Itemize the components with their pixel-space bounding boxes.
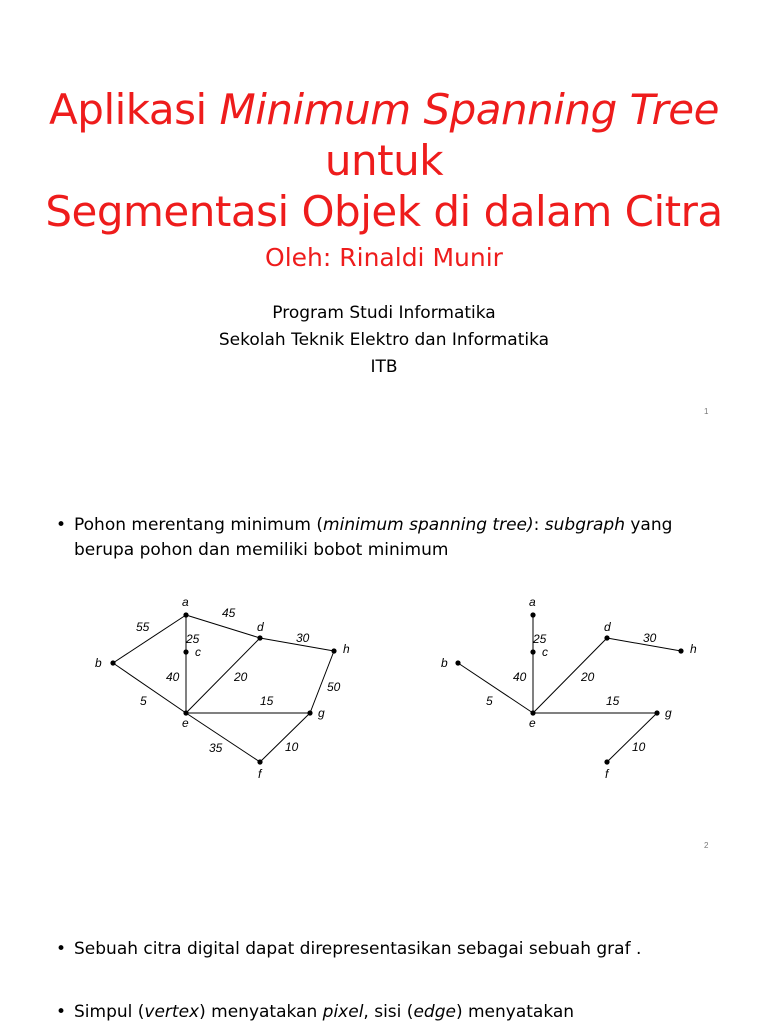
tree-node-g bbox=[654, 710, 659, 715]
tree-weight-d-h: 30 bbox=[643, 631, 657, 645]
bullet-image-as-graph bbox=[56, 937, 736, 962]
graph-node-label-a: a bbox=[182, 595, 189, 609]
author-line: Oleh: Rinaldi Munir bbox=[265, 243, 503, 272]
tree-weight-c-e: 40 bbox=[513, 670, 527, 684]
tree-node-label-g: g bbox=[665, 706, 672, 720]
graph-node-label-c: c bbox=[195, 645, 201, 659]
tree-weight-f-g: 10 bbox=[632, 740, 646, 754]
tree-node-label-f: f bbox=[605, 767, 609, 781]
tree-weight-b-e: 5 bbox=[486, 694, 493, 708]
bullet-dot: • bbox=[56, 515, 67, 535]
tree-node-h bbox=[678, 648, 683, 653]
page-number-1: 1 bbox=[704, 407, 709, 416]
affiliation-institution: ITB bbox=[370, 357, 398, 377]
graph-node-label-g: g bbox=[318, 706, 325, 720]
slide-title-line2: Segmentasi Objek di dalam Citra bbox=[45, 187, 723, 236]
affiliation-school: Sekolah Teknik Elektro dan Informatika bbox=[218, 330, 550, 350]
graph-weight-a-d: 45 bbox=[222, 606, 236, 620]
affiliation-program: Program Studi Informatika bbox=[272, 303, 496, 323]
bullet-dot: • bbox=[56, 1002, 67, 1022]
tree-node-f bbox=[604, 759, 609, 764]
graph-node-label-f: f bbox=[258, 767, 262, 781]
tree-node-d bbox=[604, 635, 609, 640]
tree-node-a bbox=[530, 612, 535, 617]
slide-title-line1: Aplikasi Minimum Spanning Tree untuk bbox=[49, 85, 719, 185]
page-number-2: 2 bbox=[704, 841, 709, 850]
tree-node-label-a: a bbox=[529, 595, 536, 609]
graph-node-label-b: b bbox=[95, 656, 102, 670]
graph-weight-b-a: 55 bbox=[136, 620, 150, 634]
graph-weight-e-d: 20 bbox=[234, 670, 248, 684]
graph-node-label-h: h bbox=[343, 642, 350, 656]
bullet-text: Sebuah citra digital dapat direpresentasikan sebagai sebuah graf . bbox=[74, 939, 642, 959]
graph-weight-c-e: 40 bbox=[166, 670, 180, 684]
tree-node-label-h: h bbox=[690, 642, 697, 656]
graph-weight-f-g: 10 bbox=[285, 740, 299, 754]
tree-node-c bbox=[530, 649, 535, 654]
graph-weight-h-g: 50 bbox=[327, 680, 341, 694]
bullet-vertex-pixel bbox=[56, 1000, 736, 1025]
tree-edge-f-g bbox=[607, 713, 657, 762]
bullet-text: Pohon merentang minimum (minimum spanning tree): subgraph yang berupa pohon dan memiliki bobot minimum bbox=[74, 515, 673, 560]
graph-weight-e-g: 15 bbox=[260, 694, 274, 708]
tree-weight-e-d: 20 bbox=[581, 670, 595, 684]
bullet-dot: • bbox=[56, 939, 67, 959]
tree-node-label-c: c bbox=[542, 645, 548, 659]
graph-node-label-e: e bbox=[182, 716, 189, 730]
tree-node-e bbox=[530, 710, 535, 715]
graph-node-label-d: d bbox=[257, 620, 264, 634]
bullet-text: Simpul (vertex) menyatakan pixel, sisi (edge) menyatakan bbox=[74, 1002, 575, 1022]
graph-weight-e-f: 35 bbox=[209, 741, 223, 755]
graph-weight-d-h: 30 bbox=[296, 631, 310, 645]
tree-weight-a-c: 25 bbox=[533, 632, 547, 646]
tree-node-label-d: d bbox=[604, 620, 611, 634]
graph-weight-a-c: 25 bbox=[186, 632, 200, 646]
tree-node-label-b: b bbox=[441, 656, 448, 670]
graph-weight-b-e: 5 bbox=[140, 694, 147, 708]
tree-weight-e-g: 15 bbox=[606, 694, 620, 708]
tree-node-b bbox=[455, 660, 460, 665]
tree-node-label-e: e bbox=[529, 716, 536, 730]
